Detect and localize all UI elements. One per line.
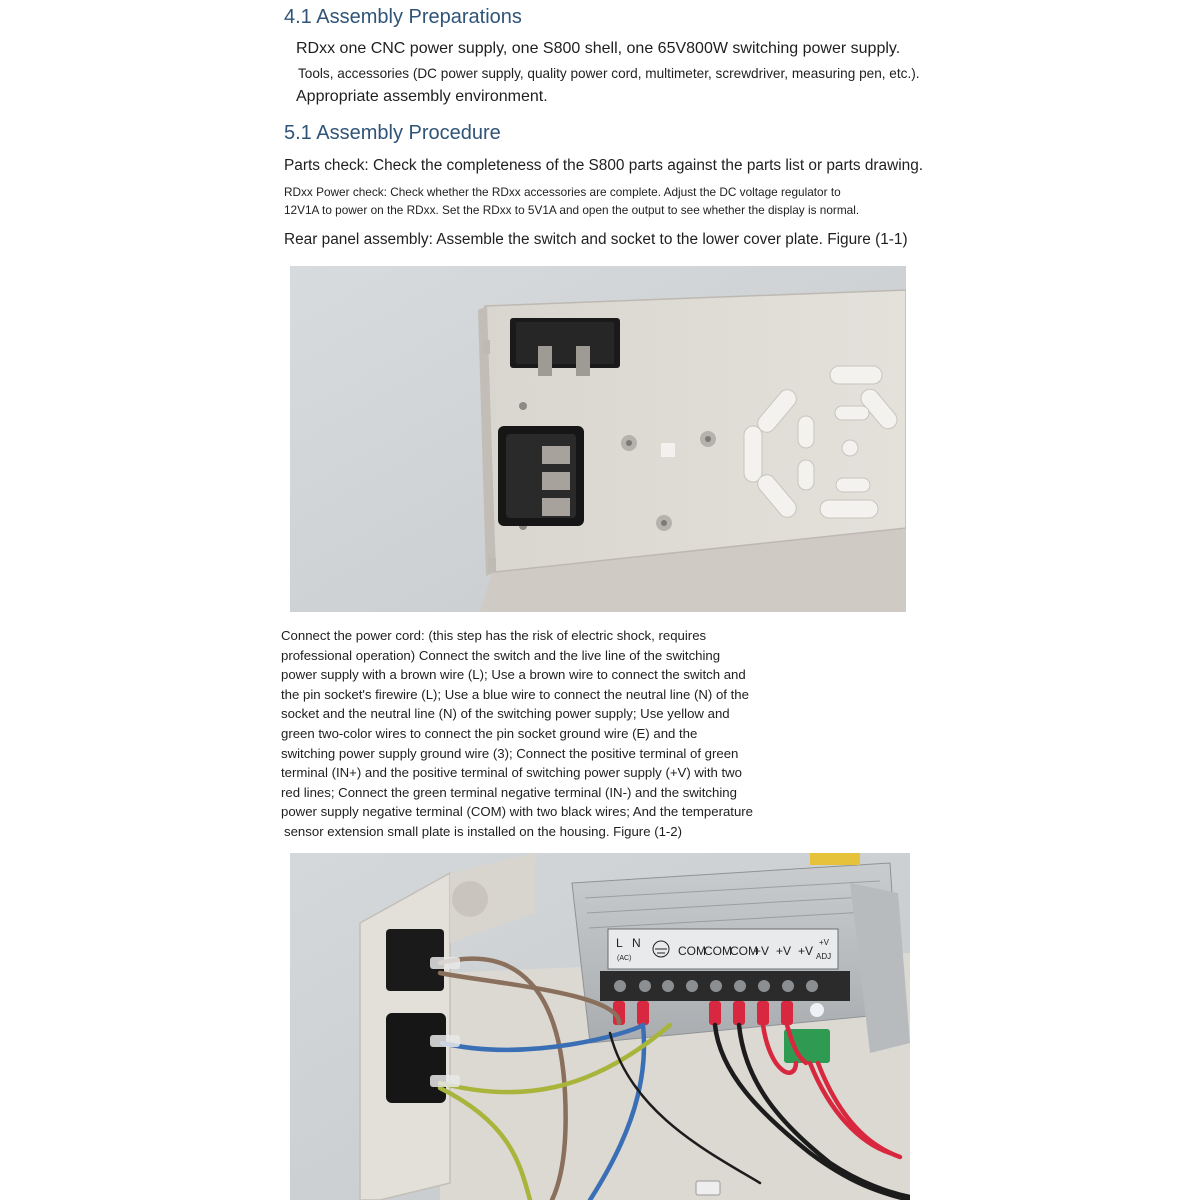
power-cord-line: socket and the neutral line (N) of the switching power supply; Use yellow and	[281, 706, 730, 722]
label-n: N	[632, 936, 641, 950]
power-cord-line: switching power supply ground wire (3); Connect the positive terminal of green	[281, 745, 739, 761]
power-cord-line: sensor extension small plate is installed on the housing. Figure (1-2)	[284, 823, 683, 839]
power-cord-line: terminal (IN+) and the positive terminal of switching power supply (+V) with two	[281, 765, 743, 781]
power-check-line-1: RDxx Power check: Check whether the RDxx accessories are complete. Adjust the DC voltage regulator to	[284, 185, 841, 199]
label-ac: (AC)	[617, 955, 632, 962]
label-adj-top: +V	[819, 938, 830, 947]
power-cord-paragraph	[281, 626, 801, 842]
parts-check-text: Parts check: Check the completeness of the S800 parts against the parts list or parts drawing.	[284, 157, 924, 174]
power-cord-line: Connect the power cord: (this step has the risk of electric shock, requires	[281, 628, 707, 643]
power-cord-line: professional operation) Connect the switch and the live line of the switching	[281, 647, 721, 663]
label-v-1: +V	[754, 944, 770, 958]
rear-panel-illustration	[290, 266, 906, 612]
label-v-3: +V	[798, 944, 814, 958]
wiring-illustration	[290, 853, 910, 1200]
power-cord-line: green two-color wires to connect the pin socket ground wire (E) and the	[281, 725, 698, 741]
power-cord-line: power supply with a brown wire (L); Use a brown wire to connect the switch and	[281, 667, 746, 683]
prep-line-3: Appropriate assembly environment.	[296, 88, 548, 105]
prep-line-1: RDxx one CNC power supply, one S800 shell, one 65V800W switching power supply.	[296, 40, 901, 57]
label-adj: ADJ	[816, 952, 832, 961]
power-cord-line: the pin socket's firewire (L); Use a blue wire to connect the neutral line (N) of the	[281, 686, 749, 702]
section-heading-procedure: 5.1 Assembly Procedure	[284, 122, 501, 144]
label-com-2: COM	[704, 944, 732, 958]
label-com-1: COM	[678, 944, 706, 958]
figure-rear-panel-photo	[290, 266, 906, 612]
power-cord-line: red lines; Connect the green terminal negative terminal (IN-) and the switching	[281, 784, 737, 800]
power-check-line-2: 12V1A to power on the RDxx. Set the RDxx to 5V1A and open the output to see whether the display is normal.	[284, 203, 860, 217]
rear-panel-text: Rear panel assembly: Assemble the switch and socket to the lower cover plate. Figure (1-1)	[284, 231, 908, 248]
label-com-3: COM	[730, 944, 758, 958]
section-heading-preparations: 4.1 Assembly Preparations	[284, 6, 522, 28]
label-v-2: +V	[776, 944, 792, 958]
label-l: L	[616, 936, 623, 950]
prep-line-2: Tools, accessories (DC power supply, quality power cord, multimeter, screwdriver, measuring pen, etc.).	[298, 66, 920, 81]
power-cord-line: power supply negative terminal (COM) with two black wires; And the temperature	[281, 804, 754, 820]
figure-wiring-photo	[290, 853, 910, 1200]
